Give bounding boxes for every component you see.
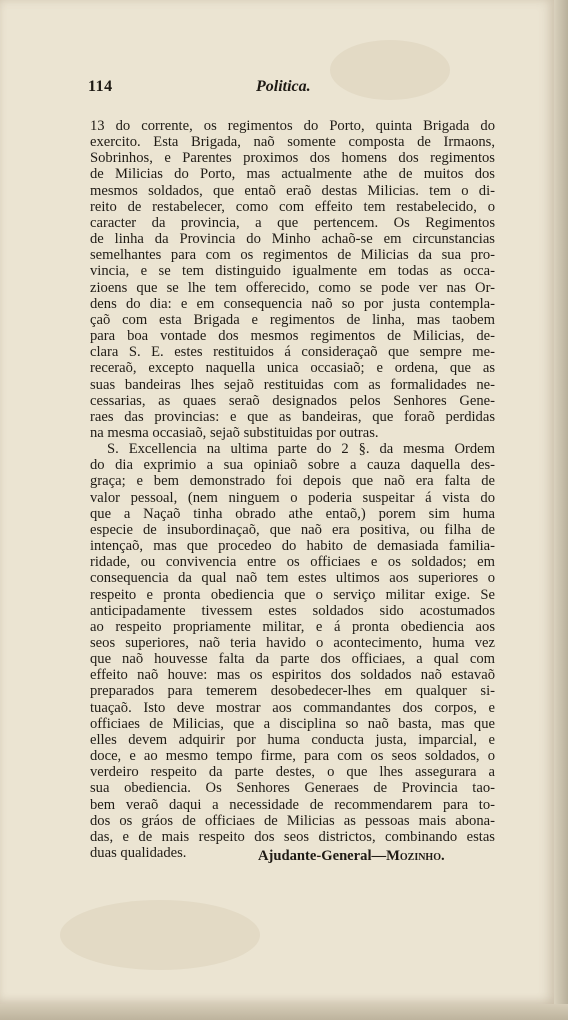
text-line: que naõ houvesse falta da parte dos officiaes, a qual com (90, 651, 495, 668)
text-line: que a Naçaõ tinha obrado athe entaõ,) porem sim huma (90, 505, 495, 522)
text-line: das, e de mais respeito dos seos districtos, combinando estas (90, 828, 495, 845)
running-head: Politica. (256, 78, 311, 95)
text-line: sua obediencia. Os Senhores Generaes de Provincia tao- (90, 780, 495, 797)
signature-name: Mozinho. (386, 848, 445, 864)
signature-title: Ajudante-General— (258, 848, 387, 864)
text-line: vincia, e se tem distinguido igualmente em todas as occa- (90, 263, 495, 280)
page-number: 114 (88, 78, 113, 95)
text-line: ao respeito propriamente militar, e á pronta obediencia aos (90, 618, 495, 635)
text-line: Sobrinhos, e Parentes proximos dos homens dos regimentos (90, 150, 495, 167)
text-line: dens do dia: e em consequencia naõ so por justa contempla- (90, 295, 495, 312)
text-line: verdeiro respeito da parte destes, o que lhes assegurara a (90, 764, 495, 781)
text-line: de Milicias do Porto, mas actualmente athe de muitos dos (90, 166, 495, 183)
text-line: officiaes de Milicias, que a disciplina so naõ basta, mas que (90, 715, 495, 732)
text-line: preparados para temerem desobedecer-lhes em qualquer si- (90, 683, 495, 700)
article-body (90, 118, 495, 861)
text-line: ridade, ou convivencia entre os officiaes e os soldados; em (90, 554, 495, 571)
text-line: çaõ com esta Brigada e regimentos de linha, mas taobem (90, 311, 495, 328)
text-line: consequencia da qual naõ tem estes ultimos aos superiores o (90, 570, 495, 587)
text-line: cessarias, as quaes seraõ designados pelos Senhores Gene- (90, 392, 495, 409)
text-line: graça; e bem demonstrado foi depois que naõ era falta de (90, 473, 495, 490)
text-line: na mesma occasiaõ, sejaõ substituidas por outras. (90, 424, 379, 441)
text-line: especie de insubordinaçaõ, que naõ era positiva, ou filha de (90, 521, 495, 538)
text-line: clara S. E. estes restituidos á consideraçaõ que sempre me- (90, 344, 495, 361)
text-line: doce, e ao mesmo tempo firme, para com os seos soldados, o (90, 748, 495, 765)
text-line: seos superiores, naõ teria havido o acontecimento, huma vez (90, 635, 495, 651)
text-line: semelhantes para com os regimentos de Milicias da sua pro- (90, 247, 495, 264)
text-line: elles devem adquirir por huma conducta justa, imparcial, e (90, 731, 495, 748)
text-line: receraõ, excepto naquella unica occasiaõ; e ordena, que as (90, 360, 495, 377)
text-line: mesmos soldados, que entaõ eraõ destas Milicias. tem o di- (90, 182, 495, 199)
text-line: de linha da Provincia do Minho achaõ-se em circunstancias (90, 231, 495, 248)
text-line: caracter da provincia, a que pertencem. Os Regimentos (90, 214, 495, 231)
text-line: effeito naõ houve: mas os espiritos dos soldados naõ estavaõ (90, 667, 495, 684)
text-line: 13 do corrente, os regimentos do Porto, quinta Brigada do (90, 118, 495, 134)
text-line: intençaõ, mas que procedeo do habito de demasiada familia- (90, 538, 495, 555)
text-line: zioens que se lhe tem offerecido, como se pode ver nas Or- (90, 279, 495, 296)
text-line: exercito. Esta Brigada, naõ somente composta de Irmaons, (90, 134, 495, 151)
text-line: do dia exprimio a sua opiniaõ sobre a cauza daquella des- (90, 457, 495, 474)
text-line: valor pessoal, (nem ninguem o poderia suspeitar á vista do (90, 489, 495, 506)
text-line: tuaçaõ. Isto deve mostrar aos commandantes dos corpos, e (90, 699, 495, 716)
signature-line (258, 848, 445, 865)
text-line: reito de restabelecer, como com effeito tem restabelecido, o (90, 198, 495, 215)
page-bottom-edge (0, 1004, 568, 1020)
text-line: suas bandeiras lhes sejaõ restituidas com as formalidades ne- (90, 376, 495, 393)
text-line: duas qualidades. (90, 845, 187, 862)
text-line: anticipadamente tivessem estes soldados sido acostumados (90, 602, 495, 619)
text-line: respeito e pronta obediencia que o serviço militar exige. Se (90, 586, 495, 603)
text-line: para boa vontade dos mesmos regimentos de Milicias, de- (90, 328, 495, 345)
text-line: dos os gráos de officiaes de Milicias as pessoas mais abona- (90, 812, 495, 829)
paper-stain (60, 900, 260, 970)
text-line: raes das provincias: e que as bandeiras, que foraõ perdidas (90, 408, 495, 425)
text-line: bem veraõ daqui a necessidade de recommendarem para to- (90, 796, 495, 813)
page-header (88, 78, 493, 102)
text-line: S. Excellencia na ultima parte do 2 §. da mesma Ordem (107, 441, 495, 458)
page-edge (554, 0, 568, 1020)
